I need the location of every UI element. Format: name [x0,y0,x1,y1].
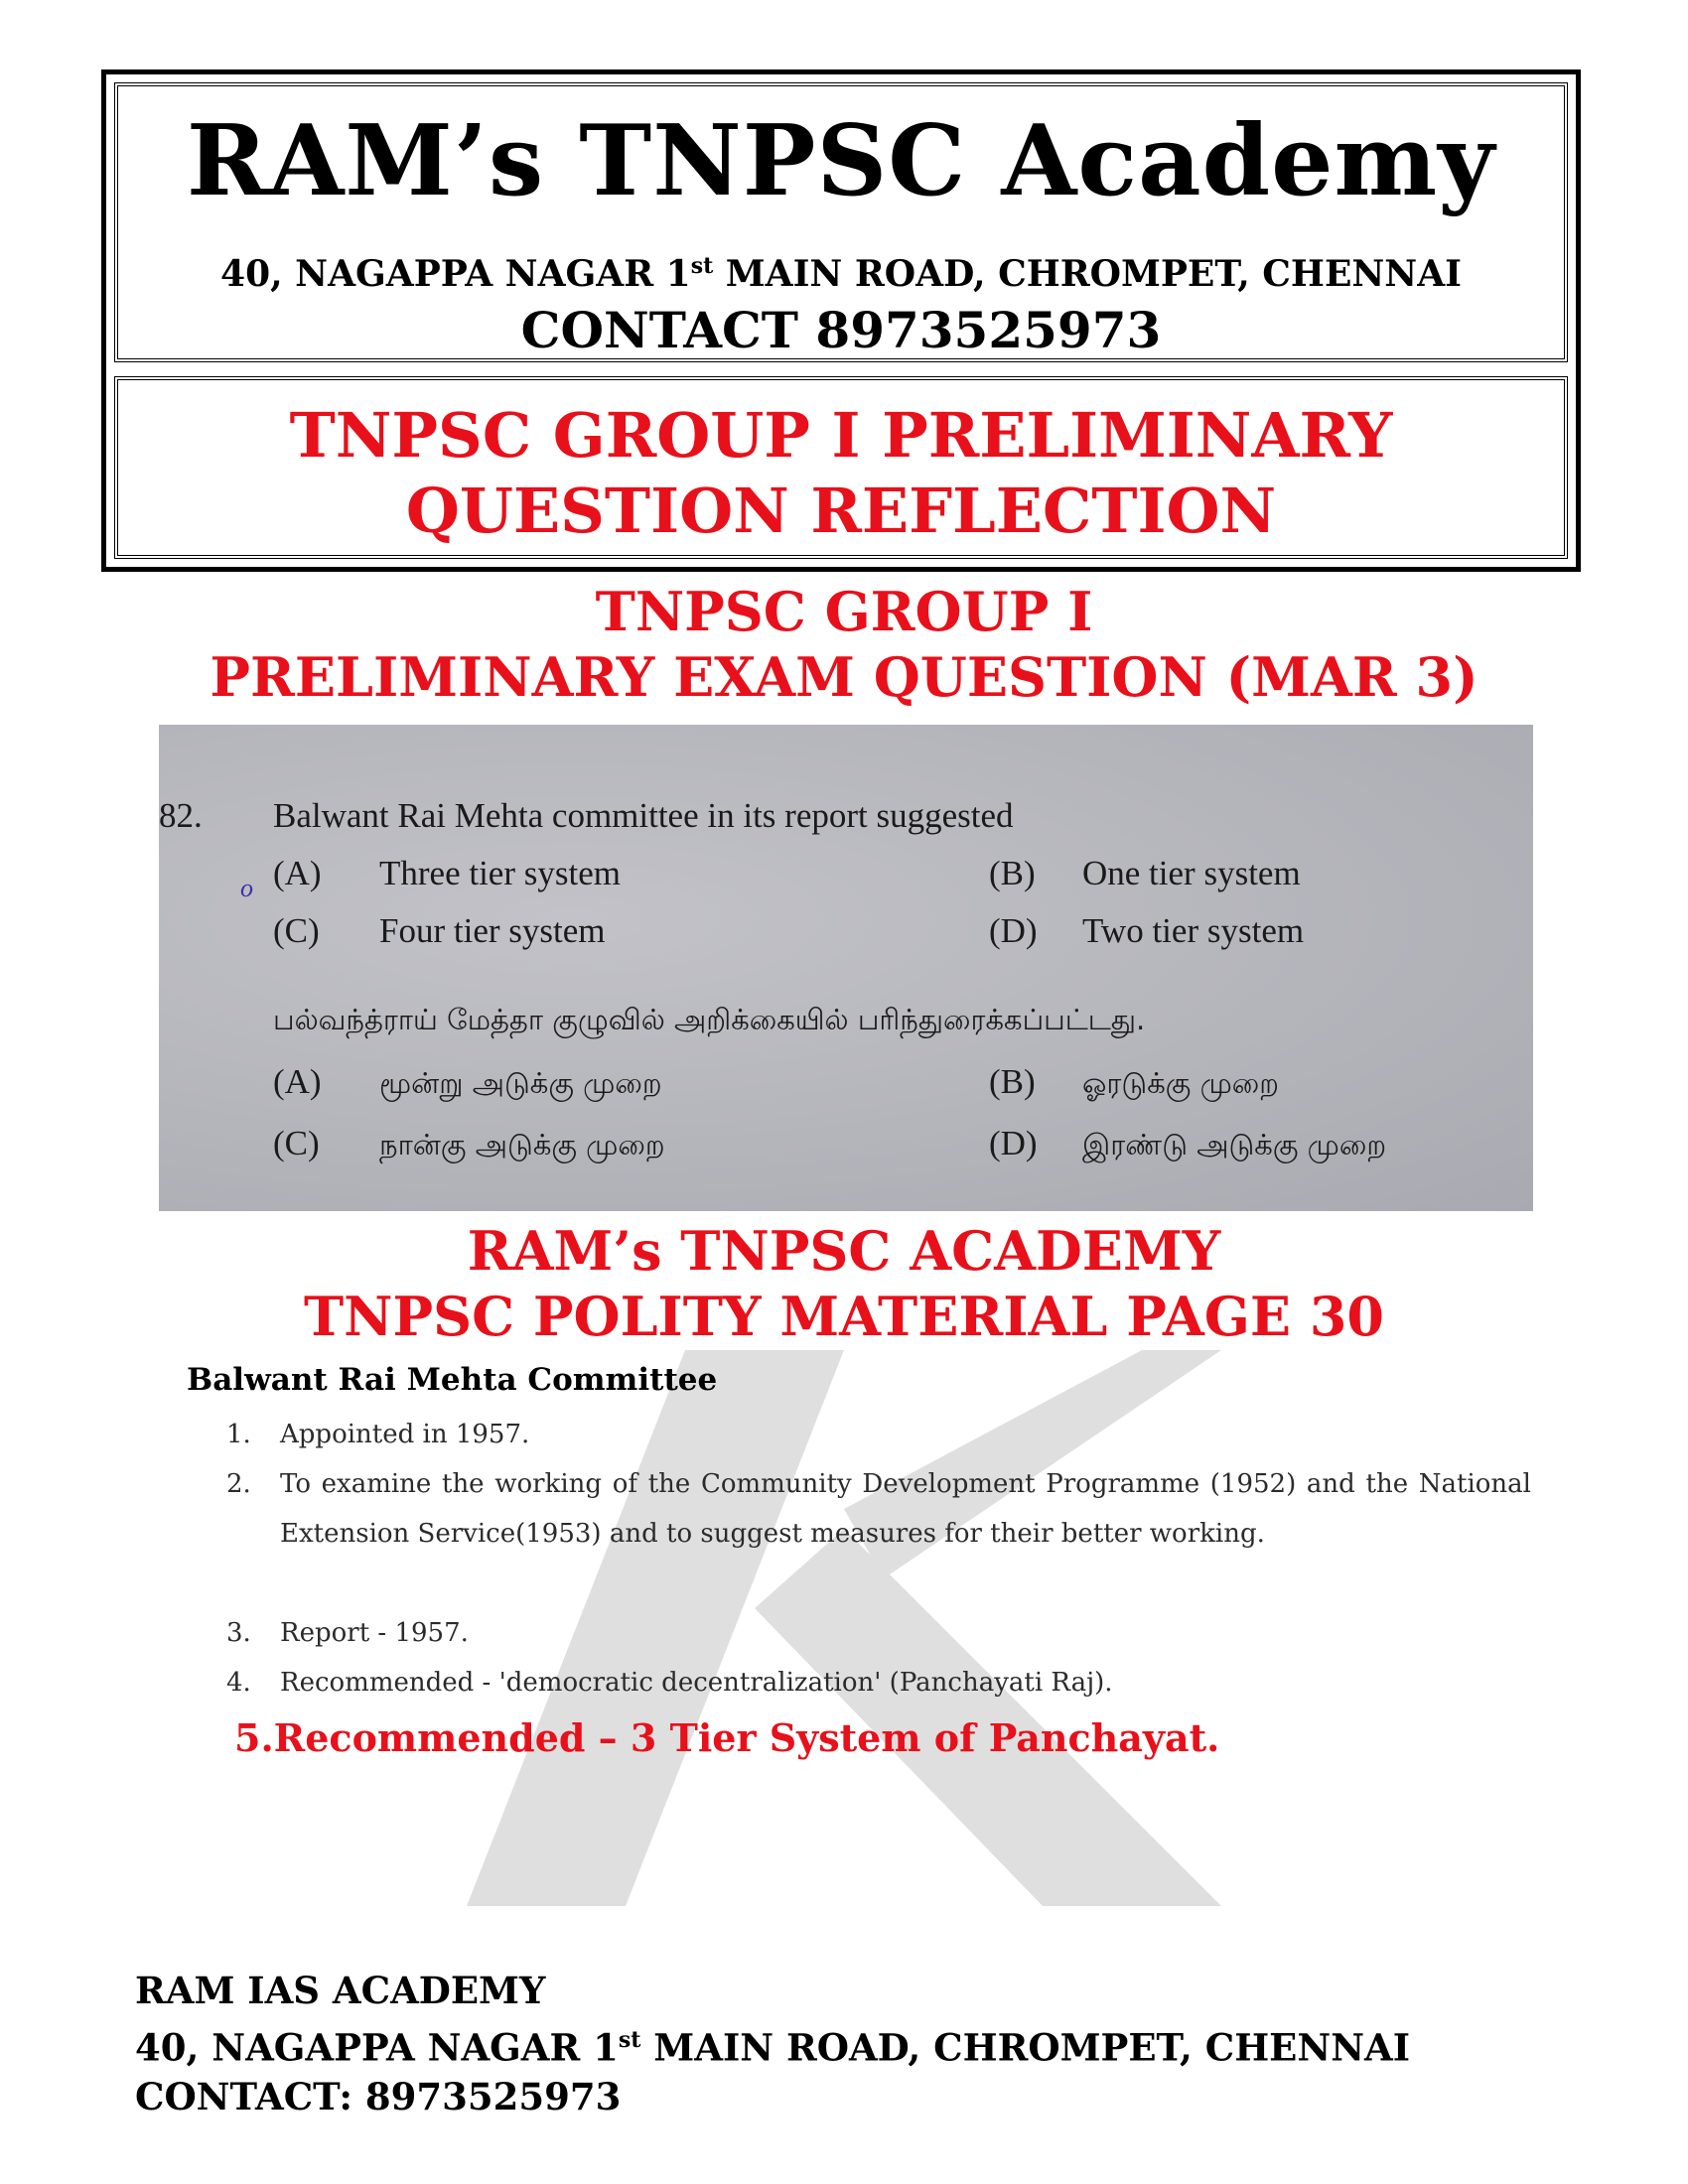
tamil-option-key-b: (B) [989,1062,1036,1101]
list-item-text: Recommended - 'democratic decentralization' (Panchayati Raj). [280,1668,1113,1698]
list-item-text: Appointed in 1957. [280,1420,530,1449]
exam-heading-line-2: PRELIMINARY EXAM QUESTION (MAR 3) [210,644,1478,709]
material-heading [0,1219,1688,1350]
academy-title: RAM’s TNPSC Academy [186,104,1496,218]
question-text: Balwant Rai Mehta committee in its report suggested [273,796,1014,835]
option-b: One tier system [1082,854,1301,892]
tamil-option-key-c: (C) [273,1124,320,1162]
option-c: Four tier system [379,911,606,950]
tamil-option-key-d: (D) [989,1124,1038,1162]
option-a: Three tier system [379,854,621,892]
tamil-option-key-a: (A) [273,1062,322,1101]
option-key-a: (A) [273,854,322,892]
list-item-number: 3. [226,1618,251,1648]
option-key-b: (B) [989,854,1036,892]
tamil-option-c: நான்கு அடுக்கு முறை [379,1128,665,1161]
footer [135,1966,1410,2121]
address-sup: st [690,253,714,279]
question-number: 82. [159,796,203,835]
exam-heading-line-1: TNPSC GROUP I [595,580,1093,643]
tamil-option-a: மூன்று அடுக்கு முறை [379,1066,662,1100]
material-heading-line-1: RAM’s TNPSC ACADEMY [467,1219,1221,1283]
list-item-number: 1. [226,1420,251,1449]
material-heading-line-2: TNPSC POLITY MATERIAL PAGE 30 [304,1284,1384,1348]
footer-contact: CONTACT: 8973525973 [135,2075,622,2119]
footer-address [135,2015,1410,2072]
tamil-question-text: பல்வந்த்ராய் மேத்தா குழுவில் அறிக்கையில் பரிந்துரைக்கப்பட்டது. [273,1003,1146,1036]
footer-address-text: 40, NAGAPPA NAGAR 1 [135,2025,619,2070]
footer-address-sup: st [618,2027,641,2053]
reflection-box [114,376,1568,559]
footer-address-rest: MAIN ROAD, CHROMPET, CHENNAI [640,2025,1411,2070]
address-text-rest: MAIN ROAD, CHROMPET, CHENNAI [713,253,1462,295]
address-text: 40, NAGAPPA NAGAR 1 [220,253,691,295]
material-title: Balwant Rai Mehta Committee [187,1362,718,1398]
header-frame [101,69,1581,572]
academy-address [118,253,1564,296]
highlight-recommendation: 5.Recommended – 3 Tier System of Panchayat. [234,1715,1220,1760]
option-key-c: (C) [273,911,320,950]
list-item-number: 4. [226,1668,251,1698]
reflection-line-1: TNPSC GROUP I PRELIMINARY [289,399,1393,472]
list-item-text: To examine the working of the Community Development Programme (1952) and the National Extension Service(1953) and to suggest measures for their better working. [280,1469,1531,1549]
academy-box [114,82,1568,362]
list-item-text: Report - 1957. [280,1618,469,1648]
option-d: Two tier system [1082,911,1305,950]
reflection-line-2: QUESTION REFLECTION [405,474,1277,547]
footer-academy-name: RAM IAS ACADEMY [135,1969,546,2012]
answer-mark: o [240,874,253,902]
list-item-number: 2. [226,1469,251,1499]
academy-contact: CONTACT 8973525973 [520,301,1162,359]
tamil-option-d: இரண்டு அடுக்கு முறை [1082,1128,1387,1161]
tamil-option-b: ஓரடுக்கு முறை [1082,1066,1279,1100]
reflection-title [118,398,1564,548]
option-key-d: (D) [989,911,1038,950]
exam-heading [0,580,1688,711]
exam-question-scan [159,725,1533,1211]
